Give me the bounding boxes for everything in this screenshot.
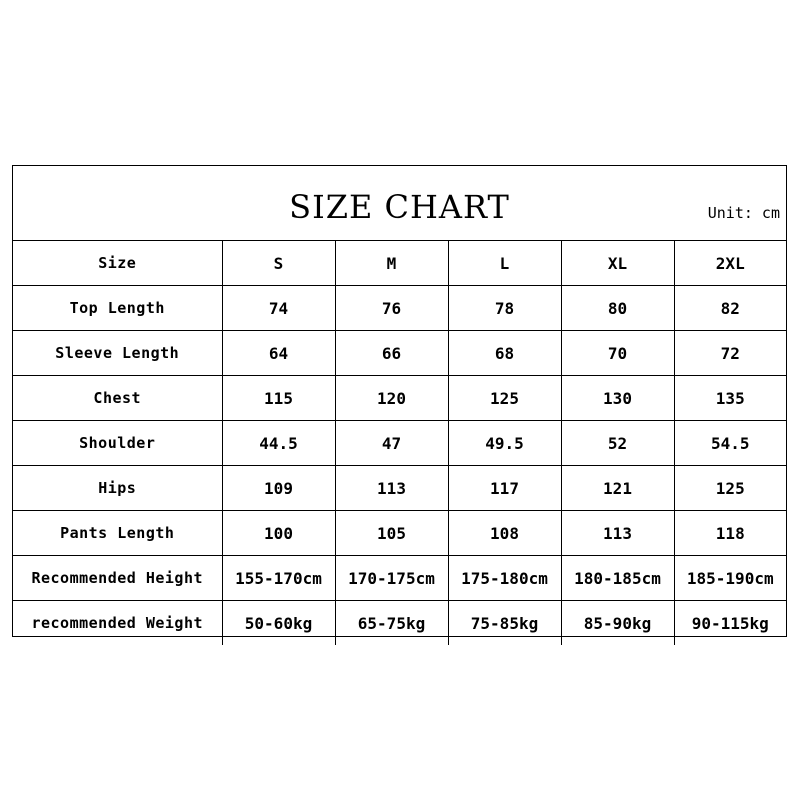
table-cell: 80 <box>561 286 674 331</box>
table-row <box>13 331 786 376</box>
table-cell: 66 <box>335 331 448 376</box>
table-cell: 47 <box>335 421 448 466</box>
size-header-l: L <box>448 241 561 286</box>
chart-header <box>13 166 786 241</box>
table-cell: 185-190cm <box>674 556 786 601</box>
table-cell: 90-115kg <box>691 613 769 633</box>
table-row <box>13 466 786 511</box>
table-cell: 85-90kg <box>561 601 674 646</box>
table-cell: 52 <box>561 421 674 466</box>
table-cell: 54.5 <box>674 421 786 466</box>
table-cell: 82 <box>674 286 786 331</box>
row-label: Top Length <box>13 286 222 331</box>
row-label: Shoulder <box>13 421 222 466</box>
table-cell: 105 <box>335 511 448 556</box>
table-row <box>13 286 786 331</box>
table-row <box>13 421 786 466</box>
unit-label: Unit: cm <box>707 204 780 222</box>
table-cell: 50-60kg <box>222 601 335 646</box>
row-label: Chest <box>13 376 222 421</box>
table-cell: 115 <box>222 376 335 421</box>
table-cell: 113 <box>561 511 674 556</box>
size-header-m: M <box>335 241 448 286</box>
size-header-xl: XL <box>561 241 674 286</box>
table-cell: 68 <box>448 331 561 376</box>
table-row <box>13 511 786 556</box>
table-cell: 108 <box>448 511 561 556</box>
table-cell: 100 <box>222 511 335 556</box>
size-chart <box>12 165 787 637</box>
table-cell: 125 <box>448 376 561 421</box>
row-label: Recommended Height <box>13 556 222 601</box>
table-cell: 65-75kg <box>335 601 448 646</box>
row-label: Sleeve Length <box>13 331 222 376</box>
table-cell: 121 <box>561 466 674 511</box>
chart-title: SIZE CHART <box>289 188 510 226</box>
row-label: Hips <box>13 466 222 511</box>
table-cell: 170-175cm <box>335 556 448 601</box>
table-cell: 70 <box>561 331 674 376</box>
size-header-2xl: 2XL <box>674 241 786 286</box>
table-cell: 135 <box>674 376 786 421</box>
table-cell: 64 <box>222 331 335 376</box>
table-cell: 125 <box>674 466 786 511</box>
table-row <box>13 556 786 601</box>
table-cell: 118 <box>674 511 786 556</box>
size-table <box>13 241 786 645</box>
size-header-s: S <box>222 241 335 286</box>
table-cell: 130 <box>561 376 674 421</box>
header-row <box>13 241 786 286</box>
table-cell: 76 <box>335 286 448 331</box>
table-row <box>13 601 786 646</box>
size-header-label: Size <box>13 241 222 286</box>
table-cell: 109 <box>222 466 335 511</box>
table-cell: 49.5 <box>448 421 561 466</box>
table-cell: 120 <box>335 376 448 421</box>
table-cell: 155-170cm <box>222 556 335 601</box>
table-cell: 74 <box>222 286 335 331</box>
table-row <box>13 376 786 421</box>
table-cell: 117 <box>448 466 561 511</box>
table-cell: 113 <box>335 466 448 511</box>
table-cell: 180-185cm <box>561 556 674 601</box>
table-cell: 78 <box>448 286 561 331</box>
table-cell: 175-180cm <box>448 556 561 601</box>
table-cell: 72 <box>674 331 786 376</box>
row-label: Pants Length <box>13 511 222 556</box>
table-cell: 44.5 <box>222 421 335 466</box>
row-label: recommended Weight <box>13 601 222 646</box>
table-cell: 75-85kg <box>448 601 561 646</box>
